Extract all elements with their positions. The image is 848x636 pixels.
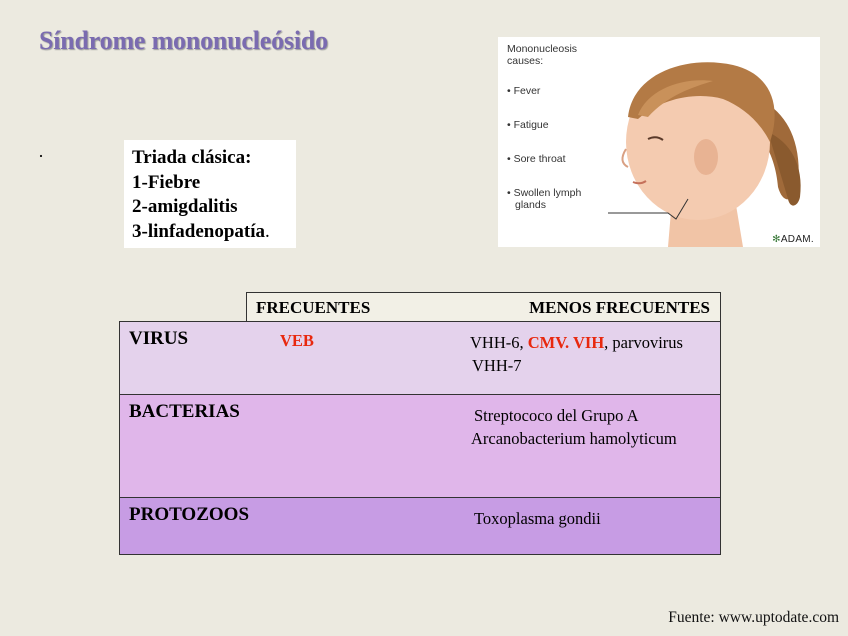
symptom-swollen-lymph: • Swollen lymph — [507, 187, 582, 199]
source-footer: Fuente: www.uptodate.com — [668, 609, 839, 626]
triad-item-fiebre: 1-Fiebre — [132, 171, 201, 193]
symptom-glands: glands — [515, 199, 546, 211]
menos-frecuentes-bacterias: Streptococo del Grupo A Arcanobacterium hamolyticum — [471, 406, 677, 448]
triad-item-linfadenopatia: 3-linfadenopatía. — [132, 220, 270, 242]
table-row-bacterias — [119, 394, 721, 498]
row-label-bacterias: BACTERIAS — [129, 401, 240, 422]
table-header — [246, 292, 721, 322]
slide-title: Síndrome mononucleósido — [39, 26, 328, 55]
mononucleosis-illustration — [498, 37, 820, 247]
header-frecuentes: FRECUENTES — [256, 298, 371, 317]
header-menos-frecuentes: MENOS FRECUENTES — [529, 298, 710, 317]
triad-item-amigdalitis: 2-amigdalitis — [132, 196, 238, 217]
symptom-fatigue: • Fatigue — [507, 119, 549, 131]
table-row-protozoos — [119, 497, 721, 555]
frecuentes-virus: VEB — [280, 331, 314, 350]
menos-frecuentes-virus: VHH-6, CMV. VIH, parvovirus VHH-7 — [470, 333, 683, 375]
figure-caption: Mononucleosis causes: • Fever • Fatigue • Sore throat • Swollen lymph glands — [507, 43, 582, 211]
adam-logo: ✻ADAM. — [772, 234, 814, 245]
bullet-dot: · — [38, 146, 44, 166]
row-label-virus: VIRUS — [129, 328, 189, 349]
triad-box — [124, 140, 296, 248]
symptom-sore-throat: • Sore throat — [507, 153, 566, 165]
triad-heading: Triada clásica: — [132, 147, 252, 168]
menos-frecuentes-protozoos: Toxoplasma gondii — [474, 509, 601, 528]
table-row-virus — [119, 321, 721, 395]
symptom-fever: • Fever — [507, 85, 541, 97]
row-label-protozoos: PROTOZOOS — [129, 504, 250, 525]
